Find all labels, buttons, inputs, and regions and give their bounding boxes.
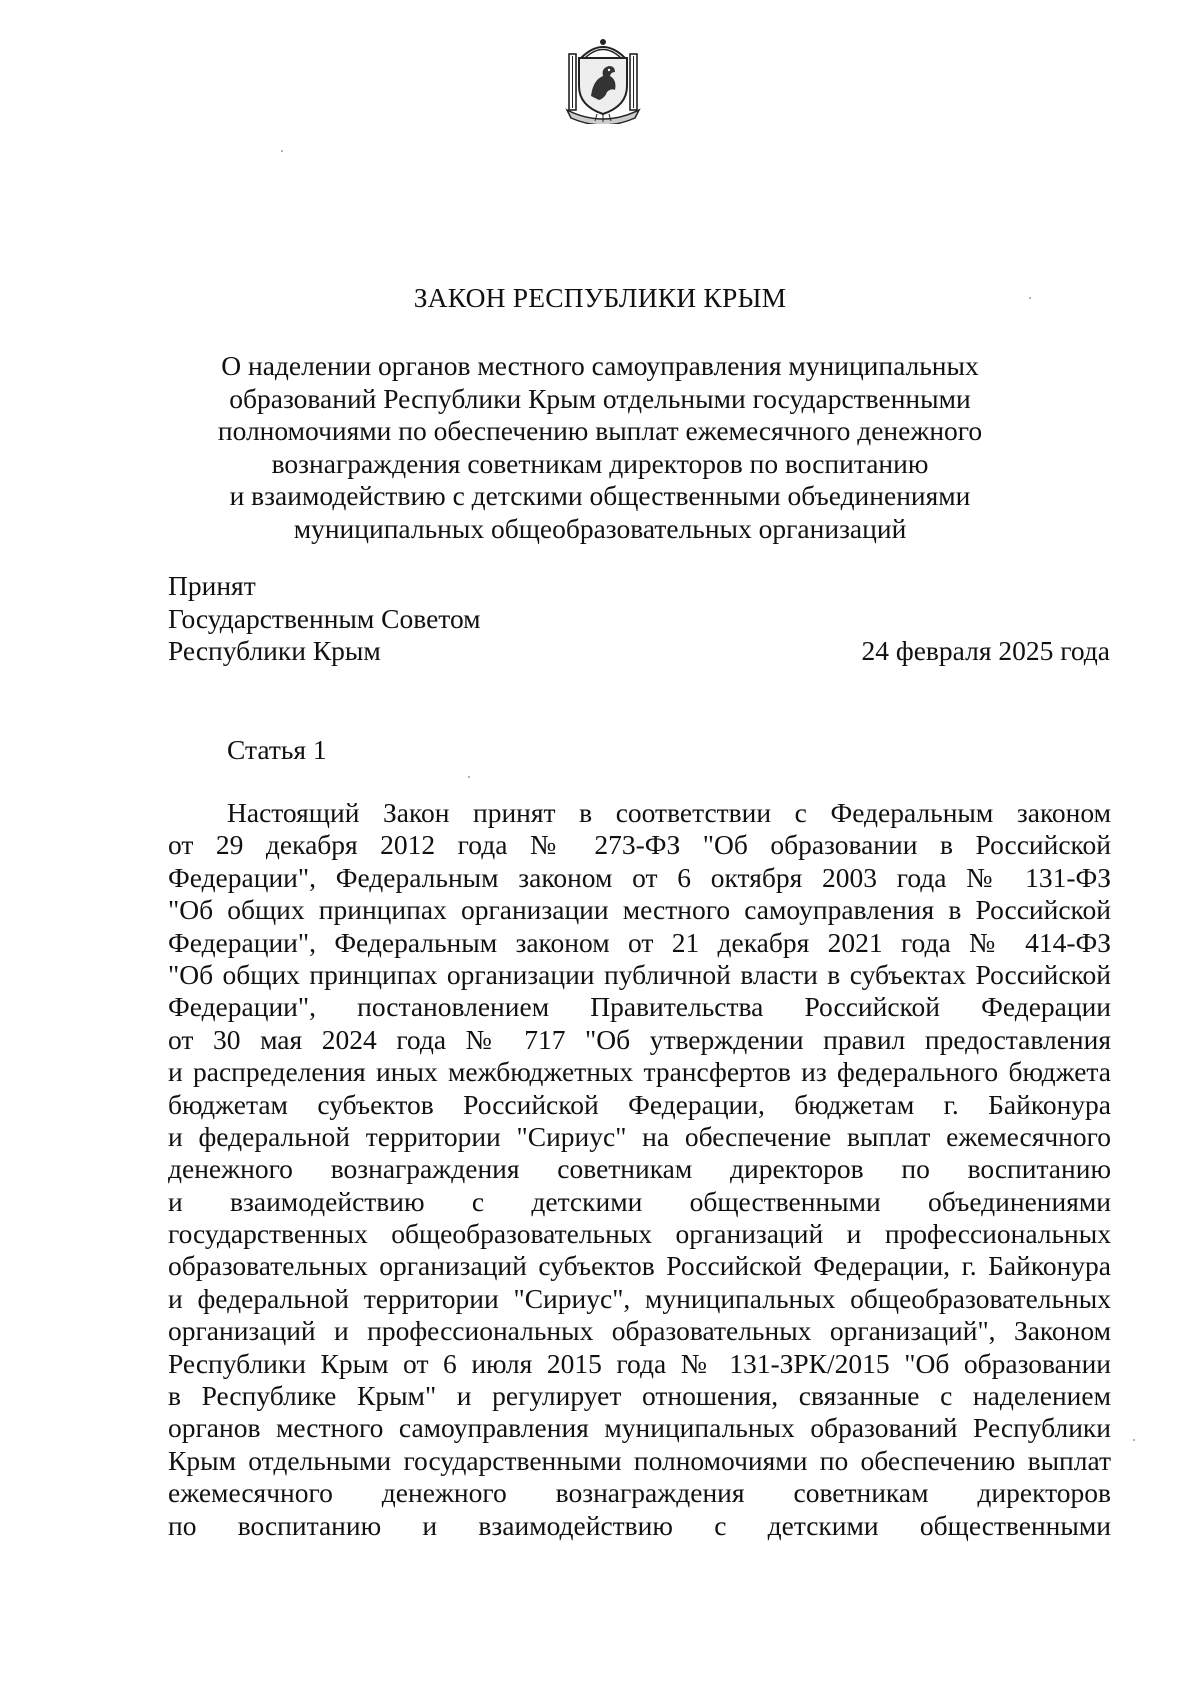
article-text-line: по воспитанию и взаимодействию с детскими общественными — [168, 1509, 1111, 1541]
adoption-line: Республики Крым — [168, 635, 381, 666]
adoption-date: 24 февраля 2025 года — [861, 635, 1110, 666]
law-title — [200, 350, 1000, 545]
crimea-coat-of-arms-icon — [563, 36, 643, 124]
scan-speck — [1029, 297, 1031, 299]
article-text-line: Крым отдельными государственными полномочиями по обеспечению выплат — [168, 1444, 1111, 1476]
scan-speck — [468, 776, 470, 778]
article-text-line: образовательных организаций субъектов Российской Федерации, г. Байконура — [168, 1250, 1111, 1282]
article-body — [168, 797, 1111, 1542]
article-text-line: "Об общих принципах организации публичной власти в субъектах Российской — [168, 958, 1111, 990]
document-type-heading: ЗАКОН РЕСПУБЛИКИ КРЫМ — [413, 282, 787, 313]
adoption-line: Государственным Советом — [168, 602, 481, 634]
law-title-line: вознаграждения советникам директоров по воспитанию — [271, 447, 929, 479]
adoption-block — [168, 570, 481, 668]
law-title-line: образований Республики Крым отдельными государственными — [229, 382, 971, 414]
article-text-line: Республики Крым от 6 июля 2015 года № 131-ЗРК/2015 "Об образовании — [168, 1347, 1111, 1379]
article-text-line: от 30 мая 2024 года № 717 "Об утверждении правил предоставления — [168, 1023, 1111, 1055]
article-text-line: Федерации", Федеральным законом от 6 октября 2003 года № 131-ФЗ — [168, 861, 1111, 893]
law-title-line: и взаимодействию с детскими общественными объединениями — [229, 480, 971, 511]
adoption-line: Принят — [168, 570, 256, 601]
article-text-line: ежемесячного денежного вознаграждения советникам директоров — [168, 1477, 1111, 1509]
article-text-line: Настоящий Закон принят в соответствии с Федеральным законом — [227, 797, 1111, 828]
article-text-line: денежного вознаграждения советникам директоров по воспитанию — [168, 1153, 1111, 1185]
article-text-line: и распределения иных межбюджетных трансфертов из федерального бюджета — [168, 1056, 1111, 1088]
article-text-line: организаций и профессиональных образовательных организаций", Законом — [168, 1315, 1111, 1347]
scan-speck — [281, 150, 283, 152]
article-text-line: и взаимодействию с детскими общественными объединениями — [168, 1185, 1111, 1217]
article-text-line: Федерации", Федеральным законом от 21 декабря 2021 года № 414-ФЗ — [168, 926, 1111, 958]
law-title-line: полномочиями по обеспечению выплат ежемесячного денежного — [217, 415, 983, 446]
scan-speck — [1133, 1439, 1135, 1441]
article-text-line: бюджетам субъектов Российской Федерации, бюджетам г. Байконура — [168, 1088, 1111, 1120]
article-heading: Статья 1 — [227, 734, 327, 765]
law-title-line: О наделении органов местного самоуправления муниципальных — [221, 350, 979, 381]
article-text-line: "Об общих принципах организации местного самоуправления в Российской — [168, 894, 1111, 926]
article-text-line: от 29 декабря 2012 года № 273-ФЗ "Об образовании в Российской — [168, 829, 1111, 861]
article-text-line: и федеральной территории "Сириус", муниципальных общеобразовательных — [168, 1282, 1111, 1314]
article-text-line: и федеральной территории "Сириус" на обеспечение выплат ежемесячного — [168, 1120, 1111, 1152]
article-text-line: государственных общеобразовательных организаций и профессиональных — [168, 1218, 1111, 1250]
law-title-line: муниципальных общеобразовательных организаций — [293, 512, 907, 544]
article-text-line: в Республике Крым" и регулирует отношения, связанные с наделением — [168, 1380, 1111, 1412]
article-text-line: органов местного самоуправления муниципальных образований Республики — [168, 1412, 1111, 1444]
article-text-line: Федерации", постановлением Правительства Российской Федерации — [168, 991, 1111, 1023]
